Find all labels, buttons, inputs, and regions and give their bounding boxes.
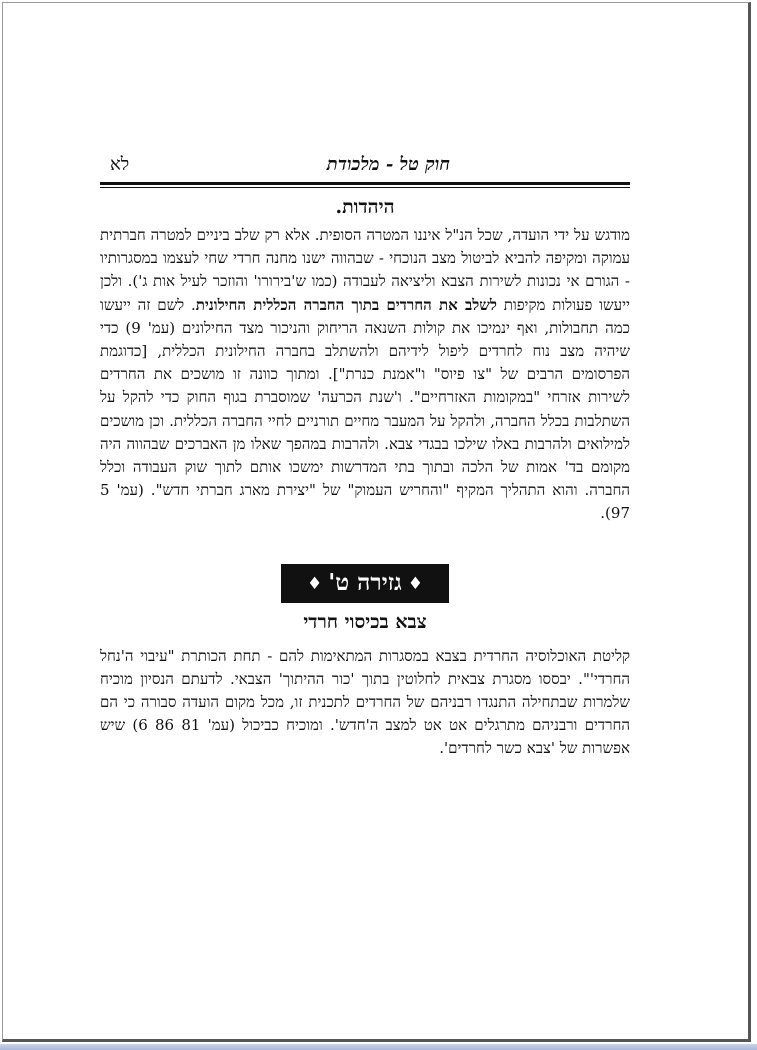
section-title: גזירה ט' xyxy=(328,568,402,596)
bold-phrase: לשלב את החרדים בתוך החברה הכללית החילונית xyxy=(195,295,497,314)
diamond-icon: ♦ xyxy=(306,573,323,594)
section-gzeira-tet xyxy=(100,564,630,761)
header-rule-thin xyxy=(100,187,630,188)
section-paragraph: קליטת האוכלוסיה החרדית בצבא במסגרות המתאימות להם - תחת הכותרת "עיבוי ה'נחל החרדי'". יבססו מסגרת צבאית לחלוטין בתוך 'כור ההיתוך' הצבאי. לדעתם הנסיון מוכיח שלמרות שבתחילה התנגדו רבניהם של החרדים לתכנית זו, מכל מקום הועדה סבורה כי הם החרדים ורבניהם מתרגלים אט אט למצב ה'חדש'. ומוכיח כביכול (עמ' 81 86 6) שיש אפשרות של 'צבא כשר לחרדים'. xyxy=(100,646,630,758)
body-paragraph xyxy=(100,224,630,526)
diamond-icon: ♦ xyxy=(407,573,423,594)
viewer-bottom-strip xyxy=(0,1044,757,1050)
running-header xyxy=(100,150,630,178)
continuation-heading: היהדות. xyxy=(335,196,395,218)
header-rule-thick xyxy=(100,182,630,185)
page-number: לא xyxy=(110,154,130,175)
section-banner xyxy=(281,564,449,603)
section-subtitle: צבא בכיסוי חרדי xyxy=(303,610,427,633)
paragraph-text-cont: . לשם זה ייעשו כמה תחבולות, ואף ינמיכו את קולות השנאה הריחוק והניכור מצד החילונים (עמ' 9) כדי שיהיה מצב נוח לחרדים ליפול לידיהם ולהשתלב בחברה החילונית הכללית, [כדוגמת הפרסומים הרבים של "צו פיוס" ו"אמנת כנרת"]. ומתוך כוונה זו מושכים את החרדים לשירות אזרחי "במקומות האזרחיים". ו'שנת הכרעה' שמוסברת בגוף החוק כדי להקל על השתלבות בכלל החברה, ולהקל על המעבר מחיים תורניים לחיי החברה הכללית. וכן מושכים למילואים ולהרבות באלו שילכו בבגדי צבא. ולהרבות במהפך שאלו מן האברכים שבהווה היה מקומם בד' אמות של הלכה ובתוך בתי המדרשות ימשכו אותם לתוך שוק העבודה וכלל החברה. והוא התהליך המקיף "והחריש העמוק" של "יצירת מארג חברתי חדש". (עמ' 5 97). xyxy=(100,295,630,523)
paragraph-text: מודגש על ידי הועדה, שכל הנ"ל איננו המטרה הסופית. אלא רק שלב ביניים למטרה חברתית עמוקה ומקיפה להביא לביטול מצב הנוכחי - שבהווה ישנו מחנה חרדי שחי לעצמו במסגרותיו - הגורם אי נכונות לשירות הצבא וליציאה לעבודה (כמו ש'בירורו' והוזכר לעיל אות ג'). ולכן ייעשו פעולות מקיפות xyxy=(100,226,630,314)
book-page xyxy=(100,150,630,761)
running-title: חוק טל - מלכודת xyxy=(326,154,450,175)
